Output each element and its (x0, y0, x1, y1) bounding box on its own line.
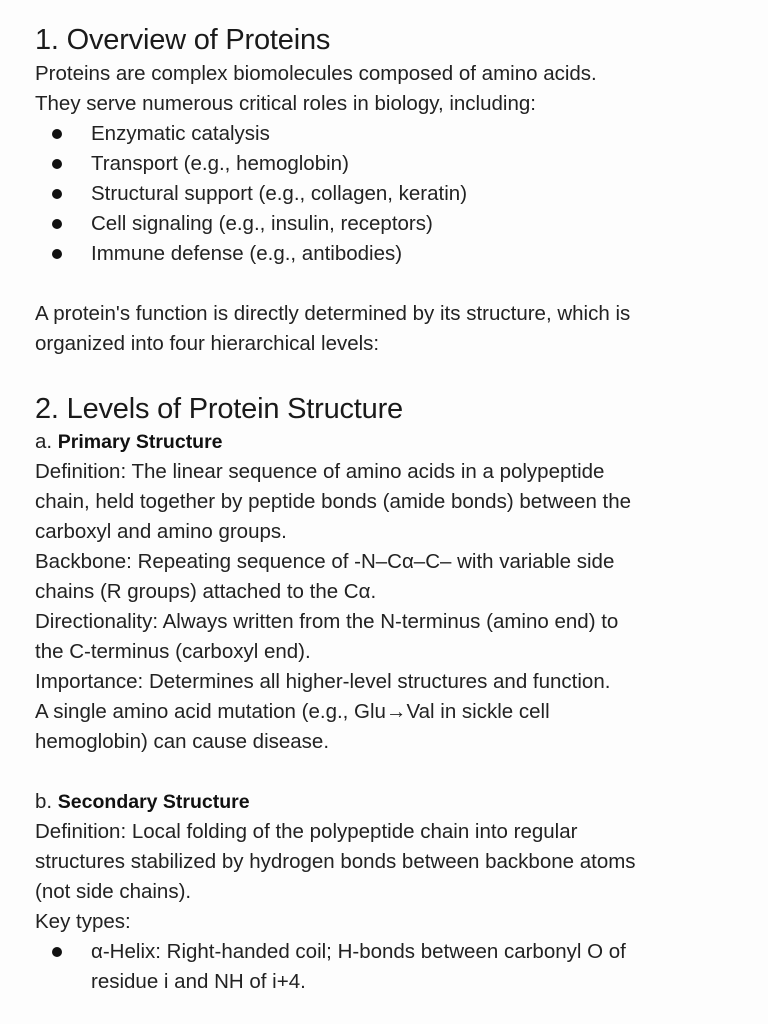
list-item (35, 937, 738, 997)
intro-line-2: They serve numerous critical roles in biology, including: (35, 92, 536, 115)
primary-line-4: Backbone: Repeating sequence of -N–Cα–C– with variable side (35, 550, 615, 573)
intro-line-1: Proteins are complex biomolecules composed of amino acids. (35, 62, 597, 85)
primary-line-9: A single amino acid mutation (e.g., Glu→Val in sickle cell (35, 700, 550, 723)
primary-line-10: hemoglobin) can cause disease. (35, 730, 330, 753)
list-item (35, 209, 738, 239)
list-item-text: Enzymatic catalysis (91, 122, 270, 145)
list-item (35, 149, 738, 179)
primary-line-1: Definition: The linear sequence of amino acids in a polypeptide (35, 460, 605, 483)
bullet-icon (52, 129, 62, 139)
section-1-heading: 1. Overview of Proteins (35, 24, 331, 56)
protein-roles-list (35, 119, 738, 269)
subsection-prefix: a. (35, 430, 58, 453)
paragraph-spacer (35, 269, 738, 299)
list-item-text: Immune defense (e.g., antibodies) (91, 242, 403, 265)
subsection-title: Secondary Structure (57, 791, 250, 813)
section-2-heading: 2. Levels of Protein Structure (35, 393, 403, 425)
key-types-list (35, 937, 738, 997)
secondary-line-4: Key types: (35, 910, 131, 933)
bullet-icon (52, 947, 62, 957)
list-item (35, 179, 738, 209)
primary-line-5: chains (R groups) attached to the Cα. (35, 580, 377, 603)
bullet-icon (52, 219, 62, 229)
closing-line-2: organized into four hierarchical levels: (35, 332, 380, 355)
secondary-structure-heading (35, 787, 738, 817)
subsection-prefix: b. (35, 790, 58, 813)
subsection-title: Primary Structure (57, 431, 223, 453)
list-item-text: α-Helix: Right-handed coil; H-bonds between carbonyl O of (91, 940, 626, 963)
list-item-text: Transport (e.g., hemoglobin) (91, 152, 349, 175)
secondary-line-2: structures stabilized by hydrogen bonds between backbone atoms (35, 850, 636, 873)
primary-line-2: chain, held together by peptide bonds (amide bonds) between the (35, 490, 632, 513)
list-item-text: Structural support (e.g., collagen, keratin) (91, 182, 468, 205)
primary-structure-heading (35, 427, 738, 457)
list-item-text-continued: residue i and NH of i+4. (91, 970, 306, 993)
list-item-text: Cell signaling (e.g., insulin, receptors) (91, 212, 433, 235)
list-item (35, 239, 738, 269)
secondary-line-3: (not side chains). (35, 880, 192, 903)
secondary-line-1: Definition: Local folding of the polypeptide chain into regular (35, 820, 578, 843)
primary-line-6: Directionality: Always written from the N-terminus (amino end) to (35, 610, 619, 633)
bullet-icon (52, 249, 62, 259)
primary-line-7: the C-terminus (carboxyl end). (35, 640, 311, 663)
primary-line-3: carboxyl and amino groups. (35, 520, 287, 543)
bullet-icon (52, 159, 62, 169)
primary-line-8: Importance: Determines all higher-level structures and function. (35, 670, 611, 693)
bullet-icon (52, 189, 62, 199)
closing-line-1: A protein's function is directly determined by its structure, which is (35, 302, 631, 325)
list-item (35, 119, 738, 149)
